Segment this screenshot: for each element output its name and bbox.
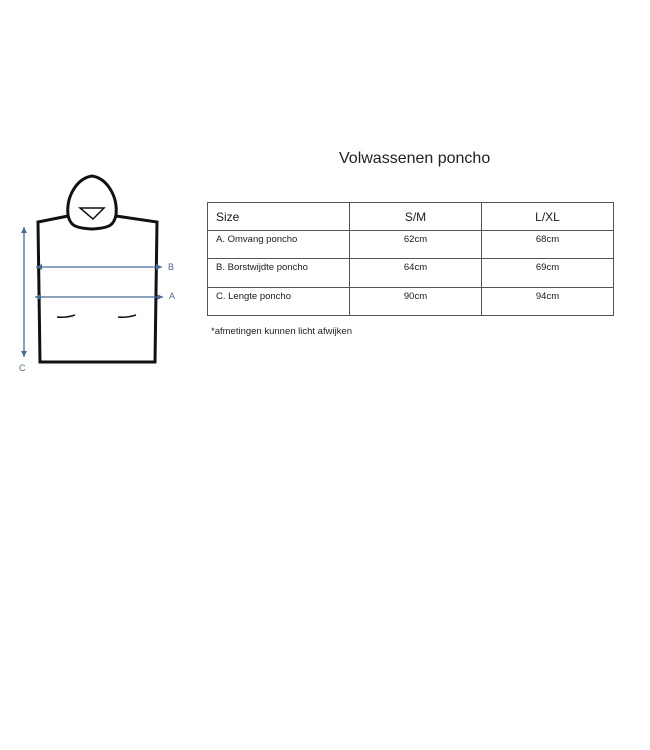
disclaimer-note: *afmetingen kunnen licht afwijken	[211, 326, 353, 337]
cell-lxl: 68cm	[482, 231, 614, 259]
size-table	[207, 202, 614, 316]
cell-lxl: 94cm	[482, 288, 614, 316]
page-title: Volwassenen poncho	[339, 150, 491, 167]
table-row	[208, 231, 614, 259]
arrow-b	[36, 264, 162, 270]
row-label: B. Borstwijdte poncho	[208, 259, 350, 288]
cell-sm: 90cm	[350, 288, 482, 316]
poncho-hood-opening	[80, 208, 104, 219]
pocket-right	[118, 315, 136, 317]
label-c: C	[19, 363, 26, 373]
cell-sm: 62cm	[350, 231, 482, 259]
label-a: A	[169, 291, 176, 301]
label-b: B	[168, 262, 175, 272]
header-lxl: L/XL	[482, 203, 614, 231]
table-row	[208, 259, 614, 288]
pocket-left	[57, 315, 75, 317]
poncho-body	[38, 216, 157, 362]
cell-sm: 64cm	[350, 259, 482, 288]
header-sm: S/M	[350, 203, 482, 231]
arrow-c	[21, 227, 27, 357]
poncho-diagram	[0, 0, 200, 400]
row-label: A. Omvang poncho	[208, 231, 350, 259]
row-label: C. Lengte poncho	[208, 288, 350, 316]
poncho-hood	[68, 176, 116, 229]
table-header-row	[208, 203, 614, 231]
header-size: Size	[208, 203, 350, 231]
cell-lxl: 69cm	[482, 259, 614, 288]
table-row	[208, 288, 614, 316]
arrow-a	[35, 294, 163, 300]
